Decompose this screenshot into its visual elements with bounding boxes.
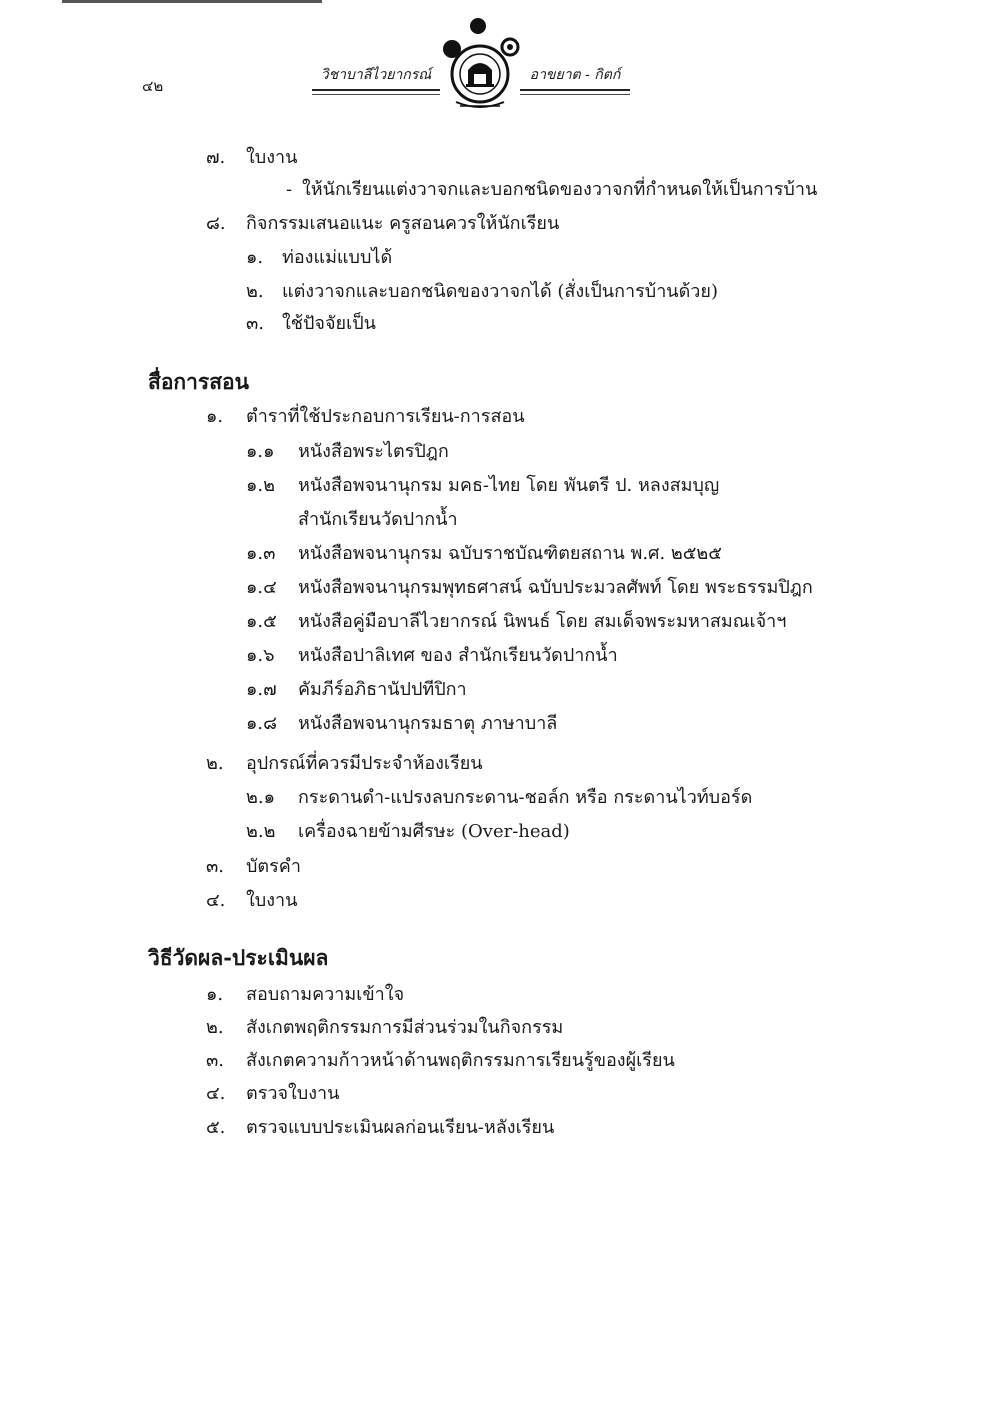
header-left-rule-thin (312, 94, 440, 95)
list-item: ๑. ตำราที่ใช้ประกอบการเรียน-การสอน (206, 406, 525, 427)
list-item: ๑.๖ หนังสือปาลิเทศ ของ สำนักเรียนวัดปากน้ำ (246, 645, 618, 666)
list-item: - ให้นักเรียนแต่งวาจกและบอกชนิดของวาจกที่กำหนดให้เป็นการบ้าน (286, 179, 818, 200)
list-item: ๑. ท่องแม่แบบได้ (246, 247, 393, 268)
scan-edge-line (62, 0, 322, 3)
list-item: ๑.๕ หนังสือคู่มือบาลีไวยากรณ์ นิพนธ์ โดย สมเด็จพระมหาสมณเจ้าฯ (246, 611, 787, 632)
list-item: ๑.๔ หนังสือพจนานุกรมพุทธศาสน์ ฉบับประมวลศัพท์ โดย พระธรรมปิฎก (246, 577, 813, 598)
list-item: ๑.๘ หนังสือพจนานุกรมธาตุ ภาษาบาลี (246, 713, 558, 734)
list-item: ๑.๓ หนังสือพจนานุกรม ฉบับราชบัณฑิตยสถาน พ.ศ. ๒๕๒๕ (246, 543, 722, 564)
list-item: ๕. ตรวจแบบประเมินผลก่อนเรียน-หลังเรียน (206, 1117, 555, 1138)
header-subject-text: วิชาบาลีไวยากรณ์ (320, 67, 432, 83)
header-right-rule (520, 89, 630, 91)
header-subject-title (312, 64, 440, 95)
header-chapter-title (520, 64, 630, 95)
list-item: ๒.๑ กระดานดำ-แปรงลบกระดาน-ชอล์ก หรือ กระดานไวท์บอร์ด (246, 787, 753, 808)
list-item: ๗. ใบงาน (206, 147, 298, 168)
list-item: ๑.๗ คัมภีร์อภิธานัปปทีปิกา (246, 679, 467, 700)
list-item: ๓. บัตรคำ (206, 856, 301, 877)
list-item: ๔. ตรวจใบงาน (206, 1083, 340, 1104)
section-heading-media: สื่อการสอน (148, 369, 250, 394)
list-item: ๔. ใบงาน (206, 890, 298, 911)
list-item: ๓. สังเกตความก้าวหน้าด้านพฤติกรรมการเรียนรู้ของผู้เรียน (206, 1050, 675, 1071)
page-number: ๔๒ (142, 77, 164, 95)
list-item: ๑.๑ หนังสือพระไตรปิฎก (246, 441, 449, 462)
header-chapter-text: อาขยาต - กิตก์ (529, 67, 621, 83)
institution-seal-icon (438, 16, 528, 116)
list-item: ๒. แต่งวาจกและบอกชนิดของวาจกได้ (สั่งเป็นการบ้านด้วย) (246, 281, 718, 302)
list-item: ๑. สอบถามความเข้าใจ (206, 984, 405, 1005)
list-item: ๓. ใช้ปัจจัยเป็น (246, 313, 376, 334)
header-left-rule (312, 89, 440, 91)
list-item: ๒. สังเกตพฤติกรรมการมีส่วนร่วมในกิจกรรม (206, 1017, 564, 1038)
list-item: สำนักเรียนวัดปากน้ำ (298, 509, 458, 530)
list-item: ๒. อุปกรณ์ที่ควรมีประจำห้องเรียน (206, 753, 483, 774)
list-item: ๘. กิจกรรมเสนอแนะ ครูสอนควรให้นักเรียน (206, 213, 560, 234)
list-item: ๒.๒ เครื่องฉายข้ามศีรษะ (Over-head) (246, 821, 570, 842)
header-right-rule-thin (520, 94, 630, 95)
list-item: ๑.๒ หนังสือพจนานุกรม มคธ-ไทย โดย พันตรี ป. หลงสมบุญ (246, 475, 720, 496)
section-heading-evaluation: วิธีวัดผล-ประเมินผล (148, 945, 329, 970)
